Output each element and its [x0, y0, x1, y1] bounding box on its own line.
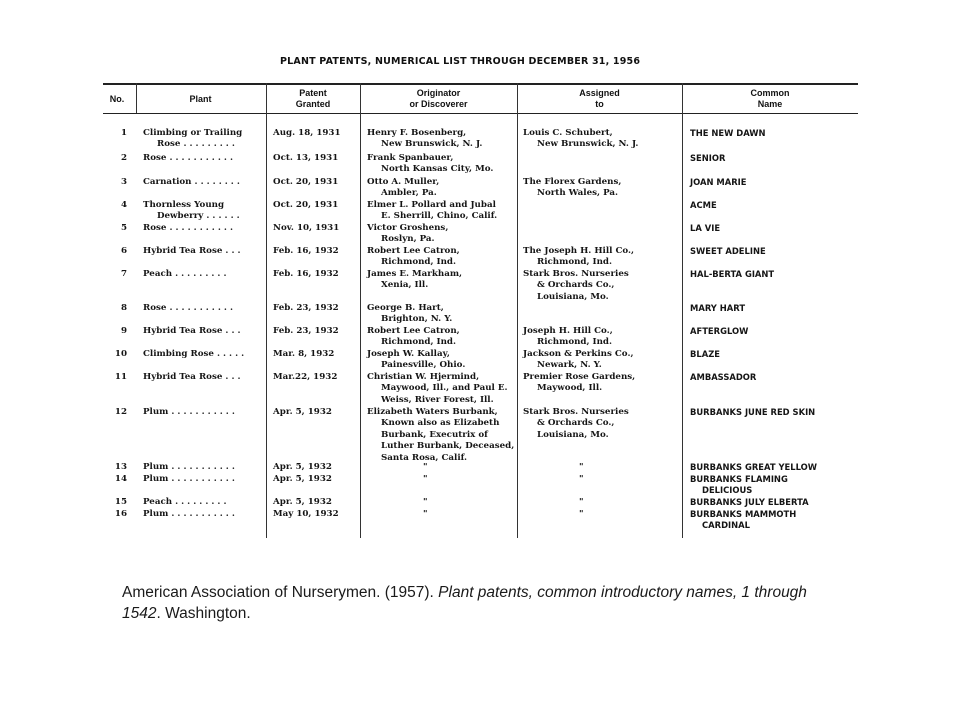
common-name-line: ACME	[690, 200, 717, 210]
common-name	[690, 223, 720, 234]
patent-date	[273, 509, 339, 520]
row-number	[103, 349, 127, 360]
patent-table	[103, 83, 858, 538]
row-number-line: 8	[120, 303, 127, 313]
row-number-line: 10	[114, 349, 127, 359]
originator-line: Robert Lee Catron,	[367, 246, 460, 256]
patent-date	[273, 128, 341, 139]
assignee-line: Joseph H. Hill Co.,	[523, 326, 613, 336]
row-number-line: 11	[114, 372, 127, 382]
plant-name-line: Peach . . . . . . . . .	[143, 269, 227, 279]
plant-name-line: Peach . . . . . . . . .	[143, 497, 227, 507]
assignee-line: & Orchards Co.,	[537, 418, 615, 429]
common-name	[690, 407, 815, 418]
row-number	[103, 474, 127, 485]
patent-date	[273, 372, 337, 383]
plant-name-line: Hybrid Tea Rose . . .	[143, 246, 241, 256]
assignee-line: "	[579, 497, 584, 507]
assignee	[523, 474, 584, 485]
assignee-line: "	[579, 474, 584, 484]
assignee-line: Jackson & Perkins Co.,	[523, 349, 634, 359]
assignee-line: The Joseph H. Hill Co.,	[523, 246, 635, 256]
patent-date	[273, 223, 339, 234]
plant-name	[143, 407, 235, 418]
row-number	[103, 269, 127, 280]
originator-line: Richmond, Ind.	[381, 257, 457, 268]
patent-date-line: Aug. 18, 1931	[273, 128, 341, 138]
plant-name	[143, 246, 241, 257]
common-name-line: JOAN MARIE	[690, 177, 747, 187]
assignee-line: "	[579, 462, 584, 472]
row-number-line: 1	[120, 128, 127, 138]
patent-date	[273, 474, 332, 485]
originator-line: Weiss, River Forest, Ill.	[381, 394, 494, 405]
assignee	[523, 509, 584, 520]
common-name-line: CARDINAL	[702, 520, 750, 531]
common-name	[690, 200, 717, 211]
assignee	[523, 128, 638, 151]
originator-line: Robert Lee Catron,	[367, 326, 460, 336]
originator-line: "	[423, 497, 428, 507]
common-name-line: HAL-BERTA GIANT	[690, 269, 775, 279]
plant-name-line: Climbing or Trailing	[143, 128, 243, 138]
plant-name	[143, 497, 227, 508]
patent-date-line: Feb. 16, 1932	[273, 269, 339, 279]
common-name-line: BLAZE	[690, 349, 720, 359]
originator-line: North Kansas City, Mo.	[381, 164, 494, 175]
row-number	[103, 246, 127, 257]
originator	[367, 128, 482, 151]
originator-line: Xenia, Ill.	[381, 280, 429, 291]
plant-name-line: Rose . . . . . . . . . . .	[143, 153, 233, 163]
patent-date	[273, 497, 332, 508]
patent-date	[273, 407, 332, 418]
patent-date	[273, 349, 334, 360]
originator	[367, 497, 428, 508]
row-number	[103, 509, 127, 520]
common-name-line: BURBANKS JUNE RED SKIN	[690, 407, 816, 417]
assignee	[523, 177, 621, 200]
patent-date	[273, 462, 332, 473]
patent-date-line: Apr. 5, 1932	[273, 474, 332, 484]
plant-name	[143, 349, 244, 360]
assignee	[523, 269, 629, 303]
originator	[367, 462, 428, 473]
patent-date-line: Feb. 16, 1932	[273, 246, 339, 256]
header-assigned: Assigned to	[579, 88, 620, 109]
plant-name	[143, 474, 235, 485]
common-name	[690, 128, 766, 139]
originator	[367, 349, 465, 372]
table-body	[103, 83, 858, 538]
header-no: No.	[109, 94, 125, 104]
originator-line: Painesville, Ohio.	[381, 360, 466, 371]
patent-date-line: Mar. 8, 1932	[273, 349, 335, 359]
originator	[367, 372, 507, 406]
header-plant: Plant	[189, 94, 212, 104]
common-name-line: SWEET ADELINE	[690, 246, 766, 256]
patent-date-line: Feb. 23, 1932	[273, 303, 339, 313]
common-name	[690, 509, 796, 532]
common-name	[690, 177, 747, 188]
row-number-line: 6	[120, 246, 127, 256]
plant-name-line: Plum . . . . . . . . . . .	[143, 474, 235, 484]
common-name-line: SENIOR	[690, 153, 726, 163]
assignee-line: New Brunswick, N. J.	[537, 139, 639, 150]
assignee	[523, 326, 613, 349]
document-title: PLANT PATENTS, NUMERICAL LIST THROUGH DECEMBER 31, 1956	[280, 56, 641, 67]
patent-date	[273, 177, 338, 188]
common-name-line: AMBASSADOR	[690, 372, 757, 382]
plant-name	[143, 200, 240, 223]
originator	[367, 177, 439, 200]
originator-line: Victor Groshens,	[367, 223, 449, 233]
assignee-line: "	[579, 509, 584, 519]
plant-name	[143, 177, 240, 188]
originator-line: "	[423, 462, 428, 472]
assignee-line: Louis C. Schubert,	[523, 128, 613, 138]
assignee	[523, 497, 584, 508]
common-name-line: MARY HART	[690, 303, 746, 313]
row-number	[103, 128, 127, 139]
row-number-line: 3	[120, 177, 127, 187]
citation	[122, 582, 842, 624]
patent-date-line: Nov. 10, 1931	[273, 223, 340, 233]
row-number	[103, 372, 127, 383]
patent-date	[273, 246, 339, 257]
common-name	[690, 372, 756, 383]
patent-date	[273, 303, 339, 314]
common-name-line: AFTERGLOW	[690, 326, 749, 336]
patent-date-line: Mar.22, 1932	[273, 372, 338, 382]
row-number-line: 9	[120, 326, 127, 336]
originator-line: New Brunswick, N. J.	[381, 139, 483, 150]
originator-line: "	[423, 509, 428, 519]
assignee	[523, 246, 634, 269]
plant-name-line: Rose . . . . . . . . . . .	[143, 223, 233, 233]
citation-authors: American Association of Nurserymen. (1957).	[122, 584, 434, 601]
row-number-line: 7	[120, 269, 127, 279]
assignee	[523, 407, 629, 441]
row-number	[103, 326, 127, 337]
common-name	[690, 269, 774, 280]
plant-name	[143, 223, 233, 234]
assignee	[523, 349, 634, 372]
common-name	[690, 462, 817, 473]
plant-name	[143, 303, 233, 314]
assignee-line: Maywood, Ill.	[537, 383, 603, 394]
patent-date-line: Apr. 5, 1932	[273, 462, 332, 472]
assignee-line: Premier Rose Gardens,	[523, 372, 636, 382]
originator-line: Luther Burbank, Deceased,	[381, 441, 515, 452]
plant-name-line: Plum . . . . . . . . . . .	[143, 509, 235, 519]
originator-line: Elizabeth Waters Burbank,	[367, 407, 498, 417]
assignee	[523, 462, 584, 473]
patent-date	[273, 153, 338, 164]
originator	[367, 326, 460, 349]
patent-date	[273, 269, 339, 280]
common-name-line: BURBANKS JULY ELBERTA	[690, 497, 809, 507]
common-name-line: BURBANKS MAMMOTH	[690, 509, 797, 519]
assignee-line: & Orchards Co.,	[537, 280, 615, 291]
assignee-line: Stark Bros. Nurseries	[523, 407, 629, 417]
common-name	[690, 497, 809, 508]
row-number	[103, 303, 127, 314]
plant-name-line: Climbing Rose . . . . .	[143, 349, 245, 359]
header-common-name: Common Name	[750, 88, 790, 109]
plant-name	[143, 269, 227, 280]
patent-date	[273, 200, 338, 211]
common-name-line: LA VIE	[690, 223, 721, 233]
plant-name-line: Rose . . . . . . . . . . .	[143, 303, 233, 313]
originator	[367, 407, 514, 464]
common-name	[690, 326, 748, 337]
plant-name-line: Rose . . . . . . . . .	[157, 139, 235, 150]
row-number-line: 12	[114, 407, 127, 417]
patent-date-line: Apr. 5, 1932	[273, 407, 332, 417]
row-number-line: 5	[120, 223, 127, 233]
assignee-line: Newark, N. Y.	[537, 360, 602, 371]
row-number-line: 4	[120, 200, 127, 210]
originator-line: Otto A. Muller,	[367, 177, 440, 187]
originator-line: "	[423, 474, 428, 484]
common-name	[690, 246, 766, 257]
row-number	[103, 153, 127, 164]
originator	[367, 269, 462, 292]
common-name	[690, 153, 725, 164]
plant-name-line: Carnation . . . . . . . .	[143, 177, 240, 187]
originator	[367, 153, 493, 176]
header-originator: Originator or Discoverer	[409, 88, 468, 109]
assignee-line: North Wales, Pa.	[537, 188, 619, 199]
originator	[367, 474, 428, 485]
patent-date-line: Oct. 13, 1931	[273, 153, 339, 163]
common-name-line: BURBANKS GREAT YELLOW	[690, 462, 817, 472]
row-number	[103, 497, 127, 508]
common-name-line: THE NEW DAWN	[690, 128, 766, 138]
patent-date-line: Feb. 23, 1932	[273, 326, 339, 336]
plant-name	[143, 128, 242, 151]
assignee-line: Louisiana, Mo.	[537, 429, 609, 440]
originator-line: Joseph W. Kallay,	[367, 349, 450, 359]
common-name	[690, 474, 788, 497]
assignee-line: Stark Bros. Nurseries	[523, 269, 629, 279]
patent-date-line: May 10, 1932	[273, 509, 339, 519]
plant-name-line: Hybrid Tea Rose . . .	[143, 372, 241, 382]
header-patent-granted: Patent Granted	[295, 88, 331, 109]
assignee-line: Richmond, Ind.	[537, 257, 613, 268]
originator-line: Ambler, Pa.	[381, 188, 437, 199]
citation-title: Plant patents, common introductory names, 1 through 1542	[122, 584, 807, 622]
patent-date	[273, 326, 339, 337]
patent-date-line: Apr. 5, 1932	[273, 497, 332, 507]
plant-name	[143, 372, 241, 383]
plant-name	[143, 509, 235, 520]
assignee-line: The Florex Gardens,	[523, 177, 622, 187]
common-name-line: DELICIOUS	[702, 485, 753, 496]
originator	[367, 303, 452, 326]
row-number-line: 16	[114, 509, 127, 519]
originator-line: James E. Markham,	[367, 269, 463, 279]
row-number-line: 2	[120, 153, 127, 163]
plant-name-line: Hybrid Tea Rose . . .	[143, 326, 241, 336]
originator-line: Christian W. Hjermind,	[367, 372, 480, 382]
plant-name-line: Plum . . . . . . . . . . .	[143, 462, 235, 472]
originator	[367, 200, 497, 223]
originator-line: Known also as Elizabeth	[381, 418, 500, 429]
originator	[367, 246, 460, 269]
plant-name-line: Thornless Young	[143, 200, 225, 210]
originator-line: Brighton, N. Y.	[381, 314, 453, 325]
plant-name-line: Dewberry . . . . . .	[157, 211, 240, 222]
plant-name	[143, 153, 233, 164]
originator	[367, 223, 448, 246]
patent-date-line: Oct. 20, 1931	[273, 200, 339, 210]
row-number	[103, 223, 127, 234]
row-number	[103, 177, 127, 188]
common-name	[690, 303, 745, 314]
assignee	[523, 372, 635, 395]
common-name	[690, 349, 720, 360]
originator-line: Burbank, Executrix of	[381, 429, 488, 440]
plant-name	[143, 326, 241, 337]
originator-line: George B. Hart,	[367, 303, 444, 313]
originator-line: Maywood, Ill., and Paul E.	[381, 383, 508, 394]
common-name-line: BURBANKS FLAMING	[690, 474, 788, 484]
originator-line: Frank Spanbauer,	[367, 153, 454, 163]
originator-line: Henry F. Bosenberg,	[367, 128, 467, 138]
originator-line: Roslyn, Pa.	[381, 234, 435, 245]
assignee-line: Louisiana, Mo.	[537, 291, 609, 302]
originator-line: E. Sherrill, Chino, Calif.	[381, 211, 498, 222]
row-number-line: 13	[114, 462, 127, 472]
row-number-line: 15	[114, 497, 127, 507]
assignee-line: Richmond, Ind.	[537, 337, 613, 348]
row-number-line: 14	[114, 474, 127, 484]
plant-name	[143, 462, 235, 473]
originator-line: Elmer L. Pollard and Jubal	[367, 200, 496, 210]
plant-name-line: Plum . . . . . . . . . . .	[143, 407, 235, 417]
originator-line: Santa Rosa, Calif.	[381, 452, 468, 463]
originator-line: Richmond, Ind.	[381, 337, 457, 348]
originator	[367, 509, 428, 520]
row-number	[103, 407, 127, 418]
citation-publisher: . Washington.	[156, 605, 251, 622]
row-number	[103, 462, 127, 473]
row-number	[103, 200, 127, 211]
patent-date-line: Oct. 20, 1931	[273, 177, 339, 187]
